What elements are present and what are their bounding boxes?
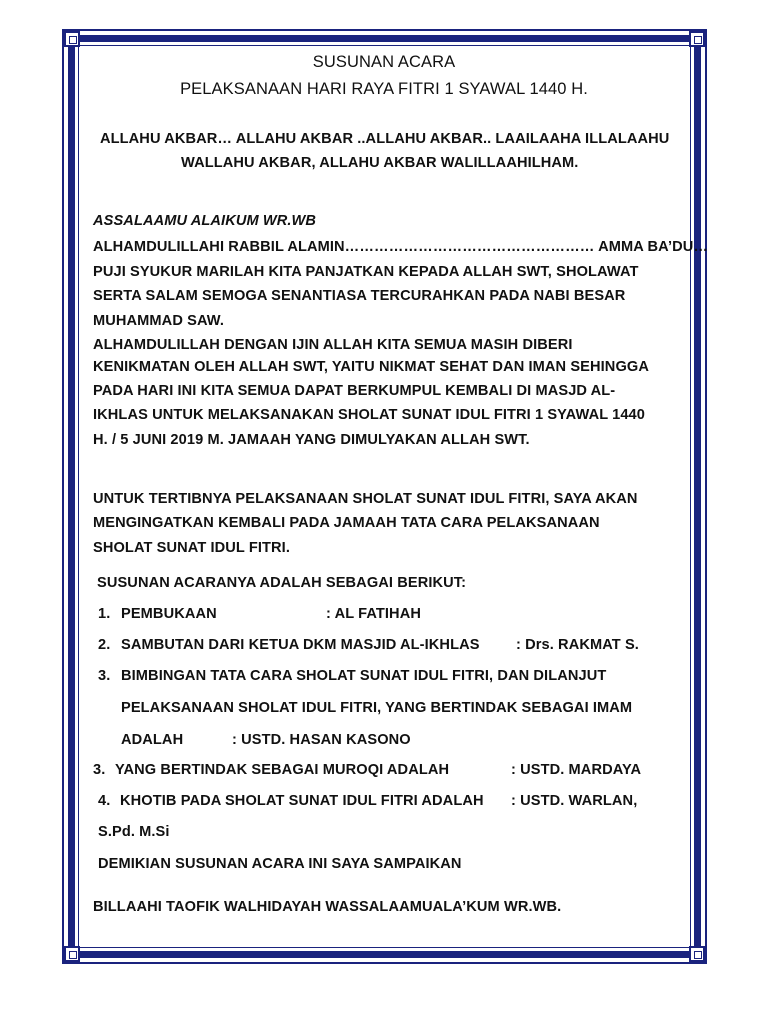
paragraph-line: H. / 5 JUNI 2019 M. JAMAAH YANG DIMULYAKAN ALLAH SWT. [93, 432, 530, 448]
agenda-item-value: : USTD. WARLAN, [511, 793, 638, 809]
agenda-item-label: ADALAH [121, 732, 184, 748]
agenda-item-value: : Drs. RAKMAT S. [516, 637, 639, 653]
document-title: SUSUNAN ACARA [312, 53, 456, 71]
paragraph-line: SERTA SALAM SEMOGA SENANTIASA TERCURAHKAN PADA NABI BESAR [93, 288, 626, 304]
agenda-item-number: 3. [93, 762, 106, 778]
agenda-intro: SUSUNAN ACARANYA ADALAH SEBAGAI BERIKUT: [97, 575, 467, 591]
document-subtitle: PELAKSANAAN HARI RAYA FITRI 1 SYAWAL 1440 H. [180, 80, 588, 98]
agenda-item-value: : USTD. MARDAYA [511, 762, 642, 778]
border-corner-ornament [64, 946, 80, 962]
agenda-item-number: 4. [98, 793, 111, 809]
paragraph-line: IKHLAS UNTUK MELAKSANAKAN SHOLAT SUNAT IDUL FITRI 1 SYAWAL 1440 [93, 407, 645, 423]
paragraph-line: KENIKMATAN OLEH ALLAH SWT, YAITU NIKMAT SEHAT DAN IMAN SEHINGGA [93, 359, 649, 375]
agenda-item-number: 1. [98, 606, 111, 622]
agenda-item-label: PEMBUKAAN [121, 606, 217, 622]
paragraph-line: PUJI SYUKUR MARILAH KITA PANJATKAN KEPADA ALLAH SWT, SHOLAWAT [93, 264, 639, 280]
paragraph-line: MUHAMMAD SAW. [93, 313, 225, 329]
agenda-item-value: : USTD. HASAN KASONO [232, 732, 411, 748]
agenda-item-label: BIMBINGAN TATA CARA SHOLAT SUNAT IDUL FITRI, DAN DILANJUT [121, 668, 607, 684]
agenda-item-label: YANG BERTINDAK SEBAGAI MUROQI ADALAH [115, 762, 450, 778]
border-corner-ornament [64, 31, 80, 47]
paragraph-line: UNTUK TERTIBNYA PELAKSANAAN SHOLAT SUNAT IDUL FITRI, SAYA AKAN [93, 491, 638, 507]
paragraph-line: ALHAMDULILLAH DENGAN IJIN ALLAH KITA SEMUA MASIH DIBERI [93, 337, 573, 353]
takbir-line: WALLAHU AKBAR, ALLAHU AKBAR WALILLAAHILHAM. [181, 155, 579, 171]
agenda-item-label: SAMBUTAN DARI KETUA DKM MASJID AL-IKHLAS [121, 637, 480, 653]
takbir-line: ALLAHU AKBAR… ALLAHU AKBAR ..ALLAHU AKBAR.. LAAILAAHA ILLALAAHU [100, 131, 670, 147]
paragraph-line: PADA HARI INI KITA SEMUA DAPAT BERKUMPUL KEMBALI DI MASJD AL- [93, 383, 616, 399]
agenda-item-label: PELAKSANAAN SHOLAT IDUL FITRI, YANG BERTINDAK SEBAGAI IMAM [121, 700, 633, 716]
agenda-item-value: S.Pd. M.Si [98, 824, 170, 840]
closing-salam: BILLAAHI TAOFIK WALHIDAYAH WASSALAAMUALA’KUM WR.WB. [93, 899, 562, 915]
border-corner-ornament [689, 946, 705, 962]
salam-greeting: ASSALAAMU ALAIKUM WR.WB [93, 213, 317, 229]
agenda-item-label: KHOTIB PADA SHOLAT SUNAT IDUL FITRI ADALAH [120, 793, 484, 809]
agenda-item-value: : AL FATIHAH [326, 606, 421, 622]
closing-line: DEMIKIAN SUSUNAN ACARA INI SAYA SAMPAIKAN [98, 856, 462, 872]
paragraph-line: MENGINGATKAN KEMBALI PADA JAMAAH TATA CARA PELAKSANAAN [93, 515, 600, 531]
agenda-item-number: 2. [98, 637, 111, 653]
paragraph-line: ALHAMDULILLAHI RABBIL ALAMIN…………………………………………… AMMA BA’DU… [93, 239, 709, 255]
border-corner-ornament [689, 31, 705, 47]
paragraph-line: SHOLAT SUNAT IDUL FITRI. [93, 540, 290, 556]
agenda-item-number: 3. [98, 668, 111, 684]
